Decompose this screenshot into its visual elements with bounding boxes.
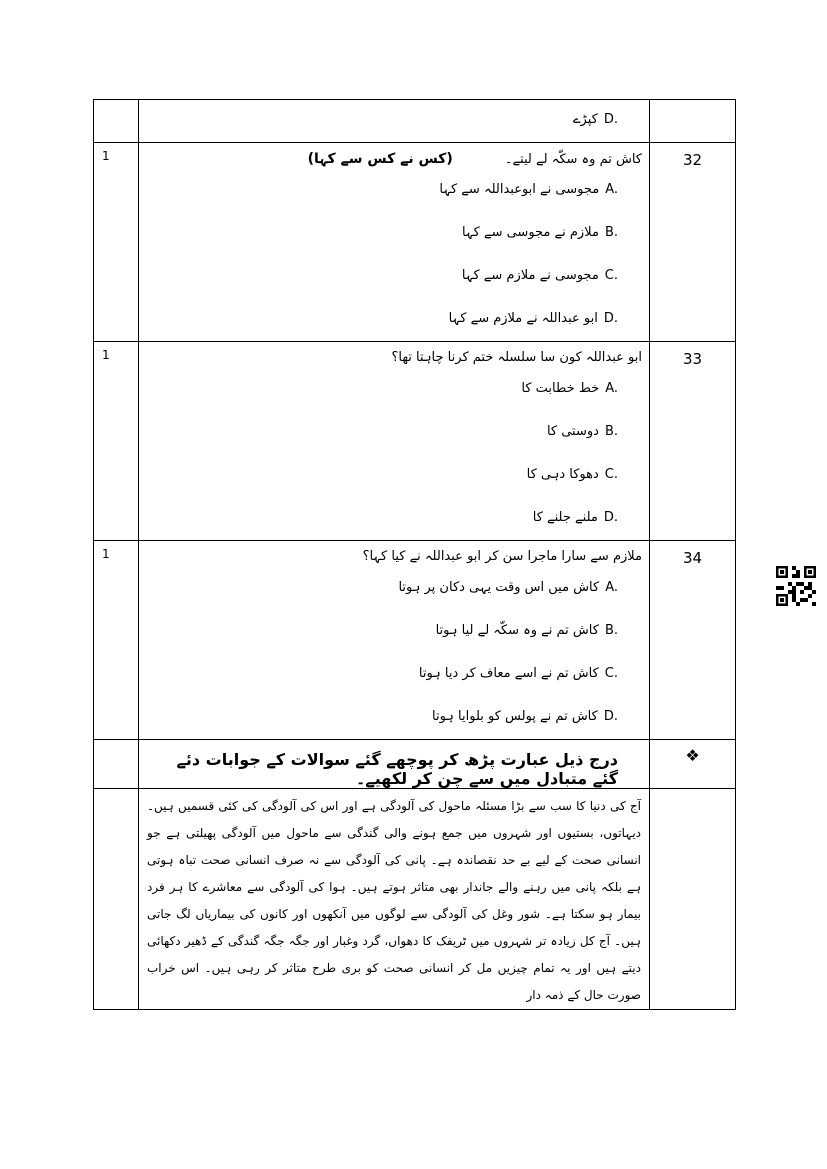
- option-label: A.: [605, 580, 618, 595]
- question-number: [650, 100, 736, 143]
- option-text: کاش تم نے اسے معاف کر دیا ہوتا: [418, 666, 599, 681]
- question-stem: [146, 541, 642, 574]
- question-table: [93, 99, 736, 1010]
- stem-text: کاش تم وہ سکّہ لے لیتے۔: [504, 152, 642, 167]
- question-body: [139, 100, 650, 143]
- option-label: B.: [604, 623, 618, 638]
- option-a: [146, 375, 618, 418]
- question-row-33: [94, 342, 736, 541]
- option-a: [146, 176, 618, 219]
- option-label: C.: [604, 666, 618, 681]
- option-d: [146, 305, 618, 341]
- instruction-row: [94, 740, 736, 789]
- marks-cell: [94, 740, 139, 789]
- option-d: [146, 703, 618, 739]
- question-body: [139, 342, 650, 541]
- question-row-31-continued: [94, 100, 736, 143]
- option-label: D.: [603, 709, 618, 724]
- stem-text: ملازم سے سارا ماجرا سن کر ابو عبداللہ نے کیا کہا؟: [362, 549, 642, 564]
- marks-cell: 1: [94, 143, 139, 342]
- option-text: دوستی کا: [546, 424, 599, 439]
- question-number: 32: [650, 143, 736, 342]
- stem-text: ابو عبداللہ کون سا سلسلہ ختم کرنا چاہتا تھا؟: [391, 350, 642, 365]
- bullet-star-icon: ❖: [650, 740, 736, 789]
- question-number: 33: [650, 342, 736, 541]
- option-d: [146, 100, 618, 142]
- option-d: [146, 504, 618, 540]
- option-label: A.: [605, 381, 618, 396]
- option-text: کاش تم نے پولس کو بلوایا ہوتا: [432, 709, 598, 724]
- instruction-body: [139, 740, 650, 789]
- option-text: مجوسی نے ابوعبداللہ سے کہا: [439, 182, 600, 197]
- option-text: خط خطابت کا: [521, 381, 600, 396]
- option-c: [146, 262, 618, 305]
- option-label: A.: [605, 182, 618, 197]
- option-label: B.: [604, 424, 618, 439]
- qr-code-icon: [776, 566, 816, 606]
- stem-note: (کس نے کس سے کہا): [307, 151, 453, 167]
- option-label: D.: [603, 112, 618, 127]
- marks-cell: 1: [94, 342, 139, 541]
- option-label: B.: [604, 225, 618, 240]
- passage-row: [94, 789, 736, 1010]
- option-b: [146, 418, 618, 461]
- option-text: ابو عبداللہ نے ملازم سے کہا: [448, 311, 598, 326]
- option-label: D.: [603, 510, 618, 525]
- option-text: کاش میں اس وقت یہی دکان پر ہوتا: [398, 580, 600, 595]
- question-number-empty: [650, 789, 736, 1010]
- option-b: [146, 617, 618, 660]
- option-text: ملازم نے مجوسی سے کہا: [462, 225, 599, 240]
- question-body: [139, 143, 650, 342]
- option-a: [146, 574, 618, 617]
- section-instruction: درج ذیل عبارت پڑھ کر پوچھے گئے سوالات کے جوابات دئے گئے متبادل میں سے چن کر لکھیے۔: [176, 750, 618, 788]
- reading-passage: آج کی دنیا کا سب سے بڑا مسئلہ ماحول کی آلودگی ہے اور اس کی آلودگی کی کئی قسمیں ہیں۔ دیہاتوں، بستیوں اور شہروں میں جمع ہونے والی گندگی سے ماحول میں آلودگی پھیلتی ہے جو انسانی صحت کے لیے بے حد نقصاندہ ہے۔ پانی کی آلودگی سے نہ صرف انسانی صحت تباہ ہوتی ہے بلکہ پانی میں رہنے والے جاندار بھی متاثر ہوتے ہیں۔ ہوا کی آلودگی سے معاشرے کا ہر فرد بیمار ہو سکتا ہے۔ شور وغل کی آلودگی سے لوگوں میں آنکھوں اور کانوں کی بیماریاں لگ جاتی ہیں۔ آج کل زیادہ تر شہروں میں ٹریفک کا دھواں، گرد وغبار اور جگہ جگہ گندگی کے ڈھیر دکھائی دیتے ہیں اور یہ تمام چیزیں مل کر انسانی صحت کو بری طرح متاثر کر رہی ہیں۔ اس خراب صورت حال کے ذمہ دار: [139, 789, 650, 1010]
- marks-cell: [94, 789, 139, 1010]
- option-label: C.: [604, 467, 618, 482]
- marks-cell: 1: [94, 541, 139, 740]
- marks-cell: [94, 100, 139, 143]
- option-text: ملنے جلنے کا: [532, 510, 598, 525]
- option-b: [146, 219, 618, 262]
- question-number: 34: [650, 541, 736, 740]
- question-row-34: [94, 541, 736, 740]
- option-c: [146, 660, 618, 703]
- question-stem: [146, 342, 642, 375]
- option-text: دھوکا دہی کا: [526, 467, 599, 482]
- option-c: [146, 461, 618, 504]
- option-text: مجوسی نے ملازم سے کہا: [461, 268, 599, 283]
- question-stem: [146, 143, 642, 176]
- option-text: کاش تم نے وہ سکّہ لے لیا ہوتا: [435, 623, 599, 638]
- option-text: کپڑے: [572, 112, 598, 127]
- option-label: D.: [603, 311, 618, 326]
- option-label: C.: [604, 268, 618, 283]
- question-row-32: [94, 143, 736, 342]
- question-body: [139, 541, 650, 740]
